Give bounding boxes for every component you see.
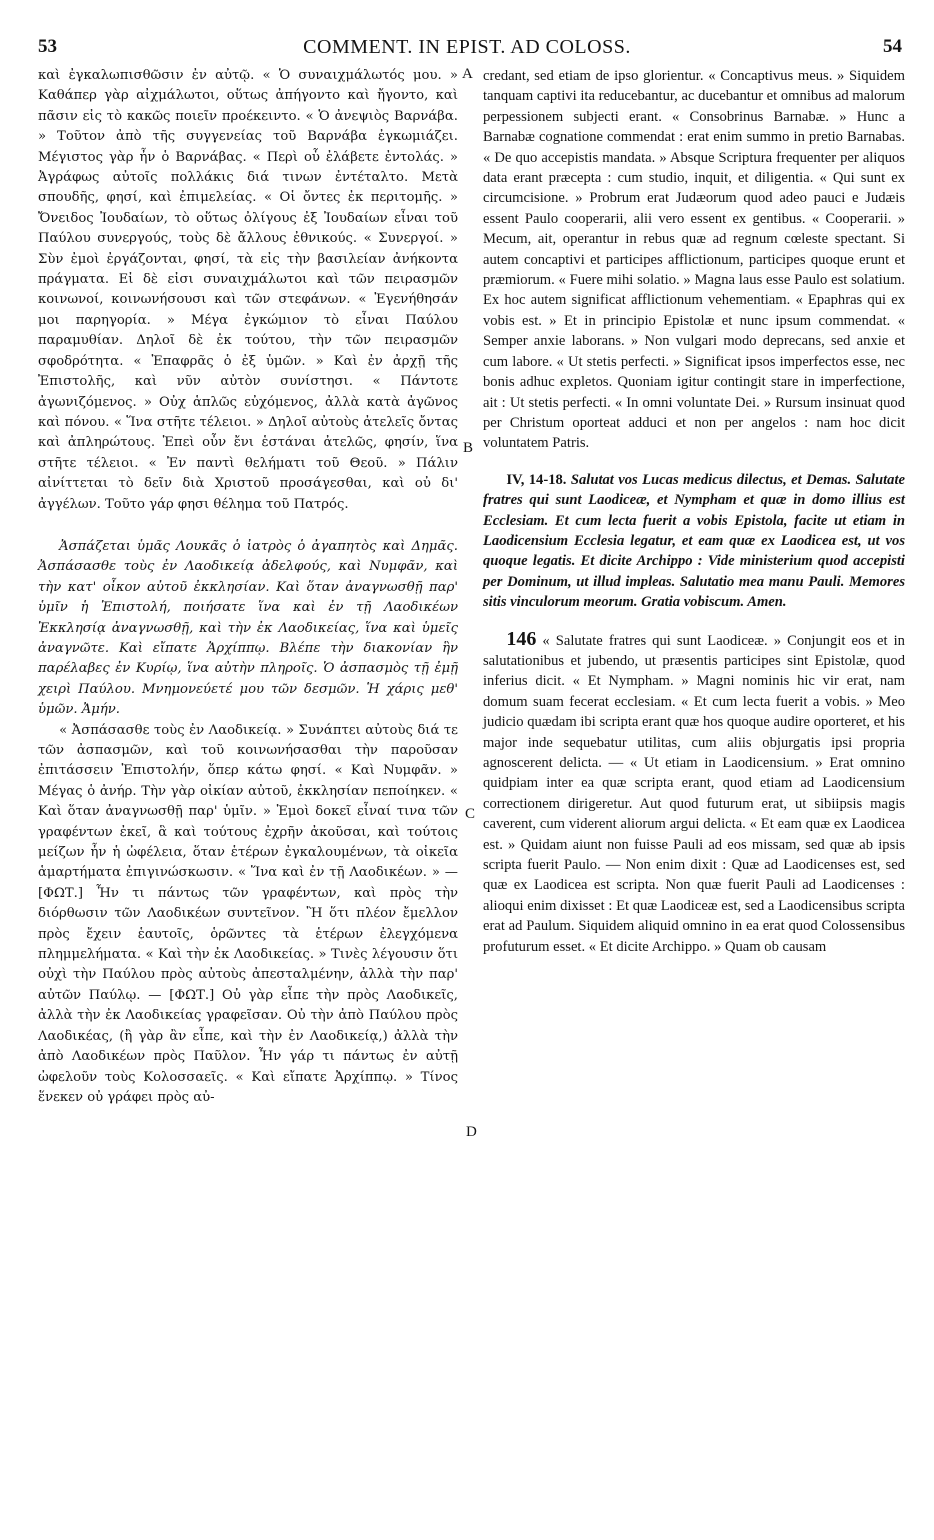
greek-commentary-paragraph: καὶ ἐγκαλωπισθῶσιν ἐν αὐτῷ. « Ὁ συναιχμάλωτός μου. » Καθάπερ γὰρ αἰχμάλωτοι, οὕτως ἀπήγοντο καὶ ἤγοντο, καὶ πᾶσιν εἰς τὸ κακῶς ποιεῖν προέκειντο. « Ὁ ἀνεψιὸς Βαρνάβα. » Τοῦτον ἀπὸ τῆς συγγενείας τοῦ Βαρνάβα ἐγκωμιάζει. Μέγιστος γὰρ ἦν ὁ Βαρνάβας. « Περὶ οὗ ἐλάβετε ἐντολάς. » Ἀγράφως αὐτοῖς πολλάκις διά τινων ἐντέταλτο. Μετὰ σπουδῆς, φησί, καὶ ἐπιμελείας. « Οἱ ὄντες ἐκ περιτομῆς. » Ὄνειδος Ἰουδαίων, τὸ οὕτως ὀλίγους ἐξ Ἰουδαίων εἶναι τοῦ Παύλου συνεργούς, τοὺς δὲ ἄλλους ἐθνικούς. « Συνεργοί. » Σὺν ἐμοὶ ἐργάζονται, φησί, τὰ εἰς τὴν βασιλείαν ἀνήκοντα πράγματα. Εἰ δὲ εἰσι συναιχμάλωτοι καὶ τῶν πειρασμῶν κοινωνοί, κοινωνήσουσι καὶ τῶν στεφάνων. « Ἐγενήθησάν μοι παρηγορία. » Μέγα ἐγκώμιον τὸ εἶναι Παύλου παραμυθίαν. Δηλοῖ δὲ ἐκ τούτου, τὴν τῶν πειρασμῶν σφοδρότητα. « Ἐπαφρᾶς ὁ ἐξ ὑμῶν. » Καὶ ἐν ἀρχῇ τῆς Ἐπιστολῆς, καὶ νῦν αὐτὸν συνίστησι. « Πάντοτε ἀγωνιζόμενος. » Οὐχ ἁπλῶς εὐχόμενος, ἀλλὰ κατὰ ἀγῶνος καὶ πόνου. « Ἵνα στῆτε τέλειοι. » Δηλοῖ αὐτοὺς ἀτελεῖς ὄντας καὶ ἀπληρώτους. Ἐπεὶ οὖν ἔνι ἑστάναι ἀτελῶς, φησίν, ἵνα στῆτε τέλειοι. « Ἐν παντὶ θελήματι τοῦ Θεοῦ. » Πάλιν αἰνίττεται τὸ δεῖν διὰ Χριστοῦ προσάγεσθαι, καὶ οὐ δι' ἀγγέλων. Τοῦτο γάρ φησι θέλημα τοῦ Πατρός.: [38, 68, 458, 512]
greek-scripture-passage: Ἀσπάζεται ὑμᾶς Λουκᾶς ὁ ἰατρὸς ὁ ἀγαπητὸς καὶ Δημᾶς. Ἀσπάσασθε τοὺς ἐν Λαοδικείᾳ ἀδελφούς, καὶ Νυμφᾶν, καὶ τὴν κατ' οἶκον αὐτοῦ ἐκκλησίαν. Καὶ ὅταν ἀναγνωσθῇ παρ' ὑμῖν ἡ Ἐπιστολή, ποιήσατε ἵνα καὶ ἐν τῇ Λαοδικέων Ἐκκλησίᾳ ἀναγνωσθῇ, καὶ τὴν ἐκ Λαοδικείας, ἵνα καὶ ὑμεῖς ἀναγνῶτε. Καὶ εἴπατε Ἀρχίππῳ. Βλέπε τὴν διακονίαν ἣν παρέλαβες ἐν Κυρίῳ, ἵνα αὐτὴν πληροῖς. Ὁ ἀσπασμὸς τῇ ἐμῇ χειρὶ Παύλου. Μνημονεύετέ μου τῶν δεσμῶν. Ἡ χάρις μεθ' ὑμῶν. Ἀμήν.: [38, 538, 458, 718]
latin-column: [483, 66, 905, 957]
page-number-left: 53: [38, 36, 57, 57]
running-title: COMMENT. IN EPIST. AD COLOSS.: [303, 36, 631, 58]
latin-commentary-text: « Salutate fratres qui sunt Laodiceæ. » Conjungit eos et in salutationibus et jubendo, ut præsentis participes sint Epistolæ, quod inferius dicit. « Et Nympham. » Magni nominis hic vir erat, nam domum suam fecerat ecclesiam. « Et cum lecta fuerit a vobis. » Meo judicio quædam ibi scripta erant quæ hos quoque audire oporteret, et his major inde sequebatur utilitas, cum aliis objurgatis ipsi propria agnoscerent delicta. — « Ut etiam in Laodicensium. » Erat omnino quidpiam inter ea quæ scripta erant, quod etiam ad Laodicensium correctionem dirigeretur. Aut quod futurum erat, ut sibiipsis magis caverent, cum viderent aliorum argui delicta. « Et eam quæ ex Laodicea est. » Quidam aiunt non fuisse Pauli ad eos missam, sed quæ ab ipsis scripta fuerit Paulo. — Non enim dixit : Quæ ad Laodicenses est, sed quæ ex Laodicea est scripta. Non quæ fuerit Pauli ad Laodicenses : alioqui enim dixisset : Et quæ Laodiceæ est, sed a Laodicensibus scripta erat ad Paulum. Siquidem aliquid omnino in ea erat quod Colossensibus profuturum esset. « Et dicite Archippo. » Quam ob causam: [483, 632, 905, 955]
margin-letter-b: B: [463, 440, 474, 456]
latin-scripture-text: Salutat vos Lucas medicus dilectus, et Demas. Salutate fratres qui sunt Laodiceæ, et Nympham et quæ in domo illius est Ecclesiam. Et cum lecta fuerit a vobis Epistola, facite ut etiam in Laodicensium Ecclesia legatur, et eam quæ ex Laodicea est, ut vos quoque legatis. Et dicite Archippo : Vide ministerium quod accepisti per Dominum, ut illud impleas. Salutatio mea manu Pauli. Memores sitis vinculorum meorum. Gratia vobiscum. Amen.: [483, 471, 905, 611]
greek-column: [38, 66, 458, 1108]
greek-commentary-paragraph-2: « Ἀσπάσασθε τοὺς ἐν Λαοδικείᾳ. » Συνάπτει αὐτοὺς διά τε τῶν ἀσπασμῶν, καὶ τοῦ κοινωνήσασθαι τὴν παροῦσαν ἐπιτάσσειν Ἐπιστολήν, ὅπερ κάτω φησί. « Καὶ Νυμφᾶν. » Μέγας ὁ ἀνήρ. Τὴν γὰρ οἰκίαν αὐτοῦ, ἐκκλησίαν πεποίηκεν. « Καὶ ὅταν ἀναγνωσθῇ παρ' ὑμῖν. » Ἐμοὶ δοκεῖ εἶναί τινα τῶν γραφέντων ἐκεῖ, ἃ καὶ τούτους ἐχρῆν ἀκοῦσαι, καὶ τούτοις μείζων ἦν ἡ ὠφέλεια, ὅταν ἑτέρων ἐγκαλουμένων, τὰ οἰκεῖα ἁμαρτήματα ἐπιγινώσκωσιν. « Ἵνα καὶ ἐν τῇ Λαοδικέων. » — [ΦΩΤ.] Ἦν τι πάντως τῶν γραφέντων, καὶ πρὸς τὴν διόρθωσιν τῶν Λαοδικέων συντεῖνον. Ἢ ὅτι πλέον ἔμελλον πρὸς ἔχειν ἑαυτοῖς, ὁρῶντες τὰ ἑτέρων ἐλεγχόμενα πλημμελήματα. « Καὶ τὴν ἐκ Λαοδικείας. » Τινὲς λέγουσιν ὅτι οὐχὶ τὴν Παύλου πρὸς αὐτοὺς ἀπεσταλμένην, ἀλλὰ τὴν παρ' αὐτῶν Παύλῳ. — [ΦΩΤ.] Οὐ γὰρ εἶπε τὴν πρὸς Λαοδικεῖς, ἀλλὰ τὴν ἐκ Λαοδικείας γραφεῖσαν. Οὐ τὴν ἀπὸ Παύλου πρὸς Λαοδικέας, (ἢ γὰρ ἂν εἶπε, καὶ τὴν ἐν Λαοδικείᾳ,) ἀλλὰ τὴν ἀπὸ Λαοδικέων πρὸς Παῦλον. Ἦν γάρ τι πάντως ἐν αὐτῇ ὠφελοῦν τοὺς Κολοσσαεῖς. « Καὶ εἴπατε Ἀρχίππῳ. » Τίνος ἕνεκεν οὐ γράφει πρὸς αὐ-: [38, 722, 458, 1105]
margin-letter-a: A: [462, 66, 473, 82]
latin-commentary-paragraph: credant, sed etiam de ipso glorientur. « Concaptivus meus. » Siquidem tanquam captivi ita reducebantur, ac ducebantur et omnibus ad malorum perpessionem subjecti erant. « Consobrinus Barnabæ. » Hunc a Barnabæ cognatione commendat : erat enim summo in pretio Barnabas. « De quo accepistis mandata. » Absque Scriptura frequenter per aliquos data erant præcepta : cum studio, inquit, et diligentia. « Qui sunt ex circumcisione. » Probrum erat Judæorum quod adeo pauci e Judæis essent Paulo cooperarii, alii vero essent ex gentibus. « Cooperarii. » Mecum, ait, operantur in rebus quæ ad regnum cœleste spectant. Si autem concaptivi et participes afflictionum, participes quoque erunt et præmiorum. « Fuere mihi solatio. » Magna laus esse Paulo est solatium. Ex hoc autem significat afflictionum vehementiam. « Epaphras qui ex vobis est. » Et in principio Epistolæ et nunc ipsum commendat. « Semper anxie laborans. » Non vulgari modo deprecans, sed anxie et cum labore. « Ut stetis perfecti. » Significat ipsos imperfectos esse, nec bonis adhuc expletos. Quoniam igitur contingit stare in imperfectione, ait : Ut stetis perfecti. « In omni voluntate Dei. » Rursum insinuat quod per Christum oporteat adduci et non per angelos : nam hoc dicit voluntatem Patris.: [483, 68, 905, 452]
margin-letter-c: C: [465, 806, 476, 822]
page-number-right: 54: [883, 36, 902, 57]
latin-commentary-paragraph-2: [483, 629, 905, 958]
section-number: 146: [506, 627, 537, 650]
latin-scripture-passage: [483, 470, 905, 613]
margin-letter-d: D: [466, 1124, 477, 1140]
verse-reference: IV, 14-18.: [506, 471, 567, 488]
